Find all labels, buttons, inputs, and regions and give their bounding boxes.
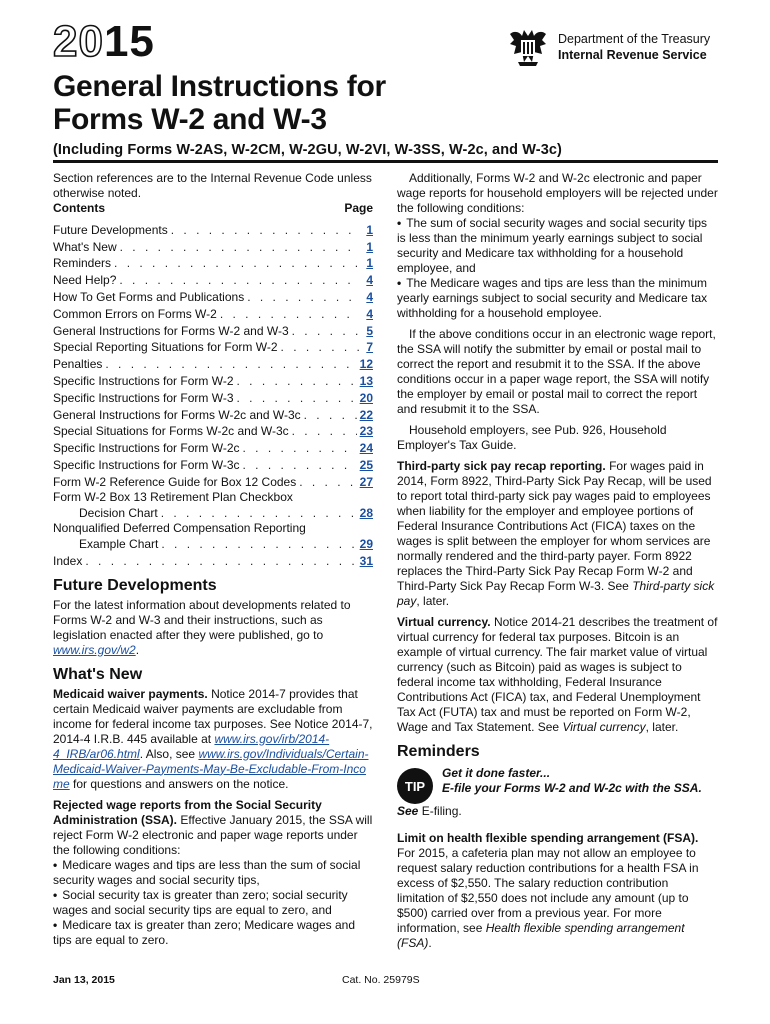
toc-item[interactable]: Nonqualified Deferred Compensation Reporting Example Chart . . . 29 [53,521,373,552]
toc-item[interactable]: Form W-2 Reference Guide for Box 12 Codes . . . 27 [53,473,373,490]
footer-catalog-number: Cat. No. 25979S [342,974,420,986]
whats-new-heading: What's New [53,665,143,683]
department-name: Department of the Treasury [558,32,711,46]
toc-page-link[interactable]: 13 [359,373,373,388]
toc-item[interactable]: Specific Instructions for Form W-2c . . . 24 [53,439,373,456]
toc-item[interactable]: Penalties . . . 12 [53,355,373,372]
right-column [397,171,718,951]
tip-line: Get it done faster... [442,766,551,780]
irs-w2-link[interactable]: www.irs.gov/w2 [53,642,136,657]
toc-item[interactable]: Specific Instructions for Form W-2 . . . 13 [53,372,373,389]
irb-link[interactable]: www.irs.gov/irb/2014-4_IRB/ar06.html [53,731,330,761]
toc-page-link[interactable]: 29 [359,536,373,551]
tip-icon: TIP [397,768,433,804]
toc-page-link[interactable]: 4 [366,289,373,304]
toc-item[interactable]: General Instructions for Forms W-2 and W-3 . . . 5 [53,322,373,339]
ssa-notify-text: If the above conditions occur in an electronic wage report, the SSA will notify the submitter by email or postal mail to correct the report and resubmit it to the SSA. If the above conditions occur in a paper wage report, the SSA will notify the employer by email or postal mail to correct the report and resubmit it to the SSA. [397,327,716,416]
toc-page-link[interactable]: 25 [359,457,373,472]
household-bullet: • The Medicare wages and tips are less than the minimum yearly earnings subject to social security and Medicare tax withholding for a household employee. [397,276,718,321]
toc-item[interactable]: Specific Instructions for Form W-3 . . . 20 [53,389,373,406]
page-title: General Instructions for Forms W-2 and W-3 [53,70,386,136]
fsa-paragraph: Limit on health flexible spending arrangement (FSA). For 2015, a cafeteria plan may not allow an employee to request salary reduction contributions for a health FSA in excess of $2,550. The salary reduction contribution limitation of $2,550 does not include any amount (up to $500) carried over from a previous year. For more information, see Health flexible spending arrangement (FSA). [397,831,699,950]
reminders-heading: Reminders [397,743,480,760]
left-column [53,171,373,948]
future-developments-heading: Future Developments [53,576,217,594]
toc-page-link[interactable]: 1 [366,222,373,237]
additional-conditions-text: Additionally, Forms W-2 and W-2c electronic and paper wage reports for household employers will be rejected under the following conditions: [397,171,718,215]
household-employers-text: Household employers, see Pub. 926, Household Employer's Tax Guide. [397,423,667,452]
toc-page-link[interactable]: 22 [359,407,373,422]
toc-page-link[interactable]: 23 [359,424,373,439]
toc-item[interactable]: What's New . . . 1 [53,238,373,255]
rejected-reports-paragraph: Rejected wage reports from the Social Security Administration (SSA). Effective January 2015, the SSA will reject Form W-2 electronic and paper wage reports under the following conditions: [53,797,373,857]
tip-see-text: See E-filing. [397,804,462,818]
footer-date: Jan 13, 2015 [53,974,115,986]
header-rule [53,160,718,163]
toc-item[interactable]: Need Help? . . . 4 [53,271,373,288]
rejected-bullet: • Social security tax is greater than zero; social security wages and social security tips are equal to zero, and [53,888,373,918]
toc-page-link[interactable]: 28 [359,505,373,520]
toc-item[interactable]: General Instructions for Forms W-2c and W-3c . . . 22 [53,406,373,423]
table-of-contents [53,221,373,569]
agency-name: Internal Revenue Service [558,48,707,62]
toc-item[interactable]: Reminders . . . 1 [53,255,373,272]
toc-page-link[interactable]: 7 [366,340,373,355]
rejected-bullet: • Medicare wages and tips are less than the sum of social security wages and social security tips, [53,858,373,888]
issuing-agency [558,31,710,63]
tip-line: E-file your Forms W-2 and W-2c with the SSA. [442,781,702,795]
toc-page-link[interactable]: 4 [366,306,373,321]
intro-text: Section references are to the Internal Revenue Code unless otherwise noted. [53,171,372,200]
toc-item[interactable]: Specific Instructions for Form W-3c . . . 25 [53,456,373,473]
household-bullet: • The sum of social security wages and social security tips is less than the minimum yearly earnings subject to social security and Medicare tax withholding for a household employee, and [397,216,718,276]
virtual-currency-paragraph: Virtual currency. Notice 2014-21 describes the treatment of virtual currency for federal tax purposes. Bitcoin is an example of virtual currency. The fair market value of virtual currency (such as Bitcoin) paid as wages is subject to federal income tax withholding, Federal Insurance Contributions Act (FICA) tax, and Federal Unemployment Tax Act (FUTA) tax and must be reported on Form W-2, Wage and Tax Statement. See Virtual currency, later. [397,615,718,734]
toc-page-link[interactable]: 24 [359,441,373,456]
toc-header [53,201,373,216]
toc-item[interactable]: Index . . . 31 [53,552,373,569]
toc-page-link[interactable]: 27 [359,474,373,489]
rejected-bullet: • Medicare tax is greater than zero; Medicare wages and tips are equal to zero. [53,918,373,948]
contents-label: Contents [53,201,105,215]
toc-item[interactable]: Special Situations for Forms W-2c and W-3c . . . 23 [53,423,373,440]
toc-page-link[interactable]: 12 [359,357,373,372]
future-developments-text: For the latest information about developments related to Forms W-2 and W-3 and their instructions, such as legislation enacted after they were published, go to www.irs.gov/w2. [53,597,351,657]
toc-item[interactable]: Form W-2 Box 13 Retirement Plan Checkbox Decision Chart . . . 28 [53,490,373,521]
toc-page-link[interactable]: 31 [359,553,373,568]
sick-pay-paragraph: Third-party sick pay recap reporting. For wages paid in 2014, Form 8922, Third-Party Sick Pay Recap, will be used to report total third-party sick pay wages paid to employees when liability for the employer and employee portions of Federal Insurance Contributions Act (FICA) taxes on the wages is split between the employer for whom services are normally rendered and the third-party payer. Form 8922 replaces the Third-Party Sick Pay Recap Form W-2 and Third-Party Sick Pay Recap Form W-3. See Third-party sick pay, later. [397,459,715,608]
form-year: 2015 [53,17,155,66]
toc-page-link[interactable]: 1 [366,239,373,254]
toc-item[interactable]: Common Errors on Forms W-2 . . . 4 [53,305,373,322]
toc-page-link[interactable]: 4 [366,273,373,288]
toc-page-link[interactable]: 1 [366,256,373,271]
page-label: Page [344,201,373,215]
toc-item[interactable]: Future Developments . . . 1 [53,221,373,238]
toc-item[interactable]: Special Reporting Situations for Form W-2 . . . 7 [53,339,373,356]
irs-eagle-seal-icon [506,26,550,70]
page-subtitle: (Including Forms W-2AS, W-2CM, W-2GU, W-2VI, W-3SS, W-2c, and W-3c) [53,142,562,158]
toc-page-link[interactable]: 5 [366,323,373,338]
toc-page-link[interactable]: 20 [359,390,373,405]
medicaid-paragraph: Medicaid waiver payments. Notice 2014-7 provides that certain Medicaid waiver payments are excludable from income for federal income tax purposes. See Notice 2014-7, 2014-4 I.R.B. 445 available at www.irs.gov/irb/2014-4_IRB/ar06.html. Also, see www.irs.gov/Individuals/Certain-Medicaid-Waiver-Payments-May-Be-Excludable-From-Income for questions and answers on the notice. [53,686,373,791]
medicaid-faq-link[interactable]: www.irs.gov/Individuals/Certain-Medicaid-Waiver-Payments-May-Be-Excludable-From-Income [53,746,369,791]
toc-item[interactable]: How To Get Forms and Publications . . . 4 [53,288,373,305]
tip-box [397,766,718,804]
